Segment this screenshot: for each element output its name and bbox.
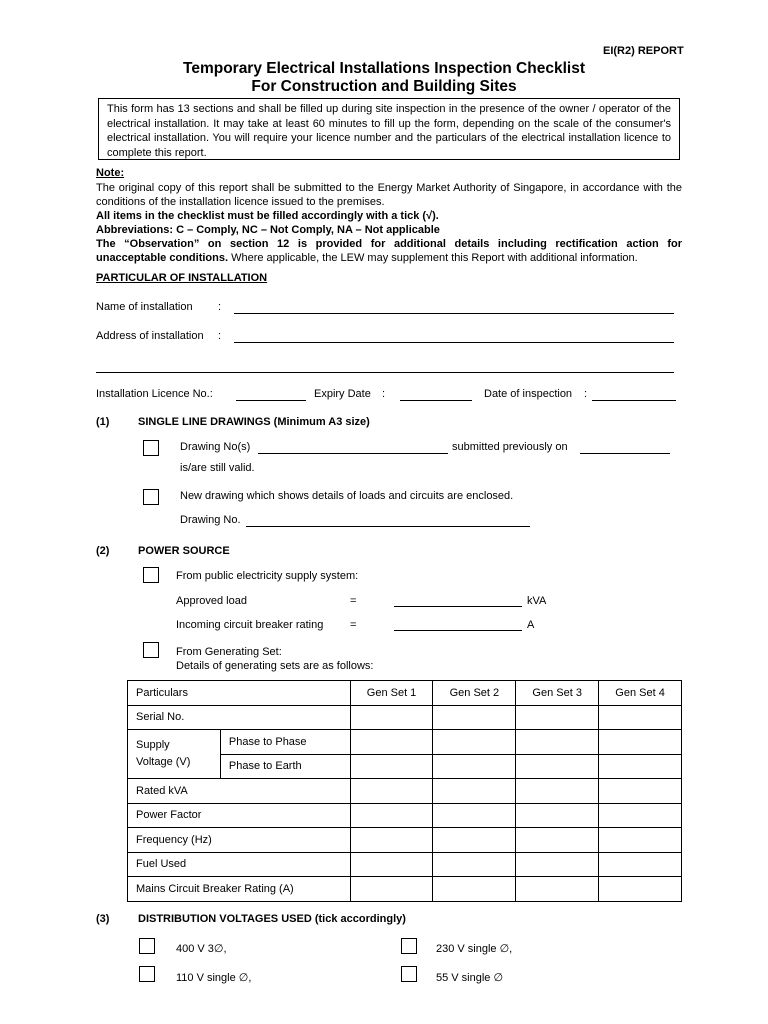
section-1-heading: SINGLE LINE DRAWINGS (Minimum A3 size) <box>138 416 370 428</box>
voltage-230v-checkbox[interactable] <box>401 938 417 954</box>
row-mains-cb-label: Mains Circuit Breaker Rating (A) <box>128 877 351 902</box>
voltage-110v-checkbox[interactable] <box>139 966 155 982</box>
voltage-55v-label: 55 V single ∅ <box>436 972 504 984</box>
new-drawing-checkbox[interactable] <box>143 489 159 505</box>
incoming-cb-label: Incoming circuit breaker rating <box>176 619 324 631</box>
cell[interactable] <box>433 852 516 877</box>
header-gen-set-2: Gen Set 2 <box>433 681 516 706</box>
table-row <box>128 705 682 730</box>
note-heading: Note: <box>96 167 125 179</box>
submitted-on-label: submitted previously on <box>452 441 568 453</box>
note-line-4-bold: The “Observation” on section 12 is provided for additional details including rectification action for unacceptable conditions. <box>96 238 682 264</box>
new-drawing-label: New drawing which shows details of loads and circuits are enclosed. <box>180 490 514 502</box>
cell[interactable] <box>433 877 516 902</box>
section-1-number: (1) <box>96 416 110 428</box>
row-power-factor-label: Power Factor <box>128 803 351 828</box>
row-frequency-label: Frequency (Hz) <box>128 828 351 853</box>
licence-field[interactable] <box>236 400 306 401</box>
note-line-3: Abbreviations: C – Comply, NC – Not Comply, NA – Not applicable <box>96 224 440 236</box>
row-phase-to-phase-label: Phase to Phase <box>220 730 350 755</box>
cell[interactable] <box>599 877 682 902</box>
cell[interactable] <box>516 754 599 779</box>
row-fuel-used-label: Fuel Used <box>128 852 351 877</box>
note-line-4-rest: Where applicable, the LEW may supplement this Report with additional information. <box>228 252 638 264</box>
still-valid-label: is/are still valid. <box>180 462 255 474</box>
row-rated-kva-label: Rated kVA <box>128 779 351 804</box>
cell[interactable] <box>516 803 599 828</box>
address-label: Address of installation <box>96 330 204 342</box>
cell[interactable] <box>516 779 599 804</box>
drawing-no-field[interactable] <box>246 526 530 527</box>
cell[interactable] <box>433 828 516 853</box>
drawing-previous-checkbox[interactable] <box>143 440 159 456</box>
cell[interactable] <box>516 828 599 853</box>
inspection-label: Date of inspection <box>484 388 573 400</box>
submitted-on-field[interactable] <box>580 453 670 454</box>
table-row <box>128 803 682 828</box>
voltage-400v-label: 400 V 3∅, <box>176 943 227 955</box>
gen-set-checkbox[interactable] <box>143 642 159 658</box>
cell[interactable] <box>350 852 433 877</box>
expiry-field[interactable] <box>400 400 472 401</box>
inspection-field[interactable] <box>592 400 676 401</box>
header-gen-set-3: Gen Set 3 <box>516 681 599 706</box>
cell[interactable] <box>599 754 682 779</box>
public-supply-checkbox[interactable] <box>143 567 159 583</box>
approved-load-label: Approved load <box>176 595 247 607</box>
row-phase-to-earth-label: Phase to Earth <box>220 754 350 779</box>
section-2-heading: POWER SOURCE <box>138 545 230 557</box>
kva-unit: kVA <box>527 595 547 607</box>
gen-set-label: From Generating Set: <box>176 646 282 658</box>
expiry-label: Expiry Date <box>314 388 371 400</box>
cell[interactable] <box>350 779 433 804</box>
note-line-4 <box>96 237 682 265</box>
table-row <box>128 730 682 755</box>
cell[interactable] <box>599 705 682 730</box>
cell[interactable] <box>516 877 599 902</box>
drawing-nos-field[interactable] <box>258 453 448 454</box>
particulars-heading: PARTICULAR OF INSTALLATION <box>96 272 268 284</box>
note-line-1: The original copy of this report shall be submitted to the Energy Market Authority of Singapore, in accordance with the conditions of the installation licence issued to the premises. <box>96 182 682 208</box>
cell[interactable] <box>433 705 516 730</box>
table-row <box>128 852 682 877</box>
supply-label: Supply <box>136 739 170 751</box>
licence-label: Installation Licence No.: <box>96 388 213 400</box>
report-code: EI(R2) REPORT <box>603 45 684 57</box>
cell[interactable] <box>516 705 599 730</box>
drawing-no-label: Drawing No. <box>180 514 241 526</box>
title-line-1: Temporary Electrical Installations Inspection Checklist <box>183 60 585 77</box>
header-particulars: Particulars <box>128 681 351 706</box>
row-serial-label: Serial No. <box>128 705 351 730</box>
cell[interactable] <box>599 730 682 755</box>
cell[interactable] <box>350 730 433 755</box>
table-row <box>128 779 682 804</box>
drawing-nos-label: Drawing No(s) <box>180 441 251 453</box>
cell[interactable] <box>599 828 682 853</box>
voltage-400v-checkbox[interactable] <box>139 938 155 954</box>
section-2-number: (2) <box>96 545 110 557</box>
cell[interactable] <box>350 828 433 853</box>
gen-details-label: Details of generating sets are as follows: <box>176 660 374 672</box>
incoming-cb-field[interactable] <box>394 630 522 631</box>
name-label: Name of installation <box>96 301 193 313</box>
cell[interactable] <box>350 705 433 730</box>
cell[interactable] <box>599 803 682 828</box>
header-gen-set-4: Gen Set 4 <box>599 681 682 706</box>
row-supply-voltage-label <box>128 730 221 779</box>
title-line-2: For Construction and Building Sites <box>251 78 517 95</box>
address-field-1[interactable] <box>234 342 674 343</box>
intro-box: This form has 13 sections and shall be filled up during site inspection in the presence of the owner / operator of the electrical installation. It may take at least 60 minutes to fill up the form, depending on the scale of the consumer's electrical installation. You will require your licence number and the particulars of the electrical installation licence to complete this report. <box>98 98 680 160</box>
cell[interactable] <box>350 877 433 902</box>
cell[interactable] <box>433 779 516 804</box>
incoming-cb-equals: = <box>350 619 357 631</box>
address-colon: : <box>218 330 222 342</box>
header-gen-set-1: Gen Set 1 <box>350 681 433 706</box>
cell[interactable] <box>350 803 433 828</box>
voltage-55v-checkbox[interactable] <box>401 966 417 982</box>
cell[interactable] <box>516 852 599 877</box>
expiry-colon: : <box>382 388 386 400</box>
approved-load-field[interactable] <box>394 606 522 607</box>
voltage-230v-label: 230 V single ∅, <box>436 943 513 955</box>
inspection-colon: : <box>584 388 588 400</box>
public-supply-label: From public electricity supply system: <box>176 570 359 582</box>
cell[interactable] <box>599 852 682 877</box>
cell[interactable] <box>433 754 516 779</box>
table-row <box>128 877 682 902</box>
cell[interactable] <box>350 754 433 779</box>
address-field-2[interactable] <box>96 372 674 373</box>
cell[interactable] <box>433 803 516 828</box>
cell[interactable] <box>599 779 682 804</box>
name-colon: : <box>218 301 222 313</box>
approved-load-equals: = <box>350 595 357 607</box>
section-3-number: (3) <box>96 913 110 925</box>
cell[interactable] <box>433 730 516 755</box>
note-line-2: All items in the checklist must be filled accordingly with a tick (√). <box>96 210 439 222</box>
table-row <box>128 828 682 853</box>
gen-set-table <box>127 680 682 902</box>
name-field[interactable] <box>234 313 674 314</box>
voltage-label: Voltage (V) <box>136 756 191 768</box>
voltage-110v-label: 110 V single ∅, <box>176 972 252 984</box>
table-row <box>128 681 682 706</box>
section-3-heading: DISTRIBUTION VOLTAGES USED (tick accordingly) <box>138 913 406 925</box>
amp-unit: A <box>527 619 535 631</box>
cell[interactable] <box>516 730 599 755</box>
